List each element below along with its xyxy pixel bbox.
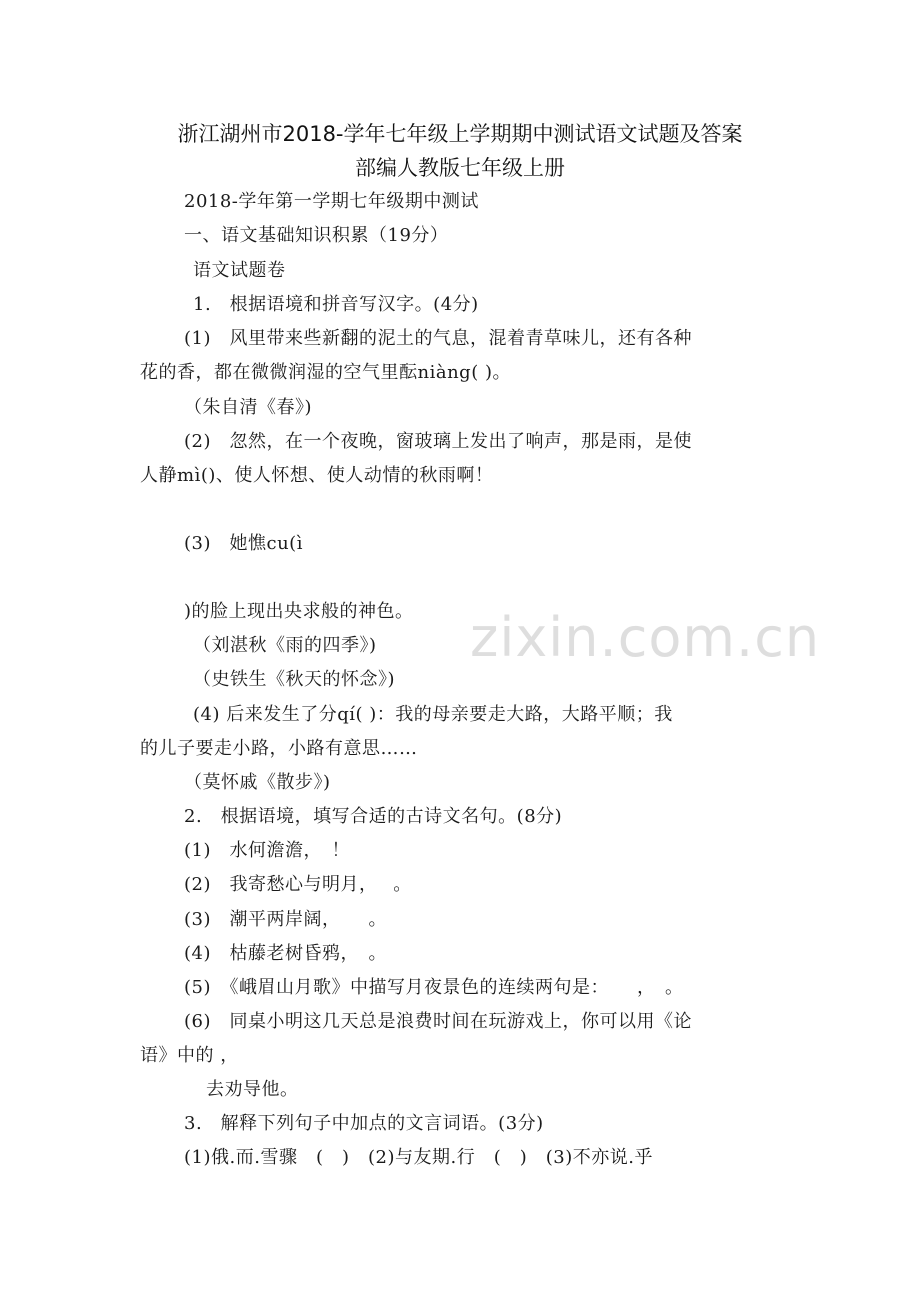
question-1-1-text: (1) 风里带来些新翻的泥土的气息，混着青草味儿，还有各种 bbox=[184, 328, 692, 349]
section-heading: 一、语文基础知识积累（19分） bbox=[184, 225, 449, 246]
paper-label: 语文试题卷 bbox=[193, 260, 286, 281]
question-2-6-cont: 语》中的 ， bbox=[140, 1045, 239, 1066]
question-1-4-source: （莫怀戚《散步》) bbox=[184, 772, 331, 793]
question-1-2-source: （刘湛秋《雨的四季》) bbox=[193, 635, 377, 656]
exam-heading: 2018-学年第一学期七年级期中测试 bbox=[184, 191, 479, 212]
question-1-2-text: (2) 忽然，在一个夜晚，窗玻璃上发出了响声，那是雨，是使 bbox=[184, 431, 692, 452]
question-2-4: (4) 枯藤老树昏鸦， 。 bbox=[184, 943, 387, 964]
question-2-6: (6) 同桌小明这几天总是浪费时间在玩游戏上，你可以用《论 bbox=[184, 1011, 692, 1032]
question-3-items: (1)俄.而.雪骤 ( ) (2)与友期.行 ( ) (3)不亦说.乎 bbox=[184, 1147, 653, 1168]
question-1-3-text: (3) 她憔cu(ì bbox=[184, 533, 303, 554]
question-1-4-text-cont: 的儿子要走小路，小路有意思…… bbox=[140, 738, 418, 759]
question-2-1: (1) 水何澹澹， ！ bbox=[184, 840, 350, 861]
document-subtitle: 部编人教版七年级上册 bbox=[355, 156, 565, 180]
question-2-6-cont2: 去劝导他。 bbox=[206, 1079, 299, 1100]
question-1-1-text-cont: 花的香，都在微微润湿的空气里酝niàng( )。 bbox=[140, 362, 511, 383]
question-2-3: (3) 潮平两岸阔， 。 bbox=[184, 909, 387, 930]
question-3-heading: 3. 解释下列句子中加点的文言词语。(3分) bbox=[184, 1113, 544, 1134]
question-2-5: (5) 《峨眉山月歌》中描写月夜景色的连续两句是： ， 。 bbox=[184, 977, 684, 998]
question-2-2: (2) 我寄愁心与明月， 。 bbox=[184, 874, 412, 895]
question-1-3-text-cont: )的脸上现出央求般的神色。 bbox=[184, 601, 414, 622]
question-1-4-text: (4) 后来发生了分qí( )：我的母亲要走大路，大路平顺；我 bbox=[193, 704, 673, 725]
document-title: 浙江湖州市2018-学年七年级上学期期中测试语文试题及答案 bbox=[177, 122, 743, 146]
question-2-heading: 2. 根据语境，填写合适的古诗文名句。(8分) bbox=[184, 806, 563, 827]
question-1-heading: 1. 根据语境和拼音写汉字。(4分) bbox=[193, 294, 479, 315]
question-1-2-text-cont: 人静mì()、使人怀想、使人动情的秋雨啊！ bbox=[140, 465, 494, 486]
question-1-1-source: （朱自清《春》) bbox=[184, 397, 313, 418]
question-1-3-source: （史铁生《秋天的怀念》) bbox=[193, 669, 396, 690]
watermark: zixin.com.cn bbox=[470, 606, 821, 669]
